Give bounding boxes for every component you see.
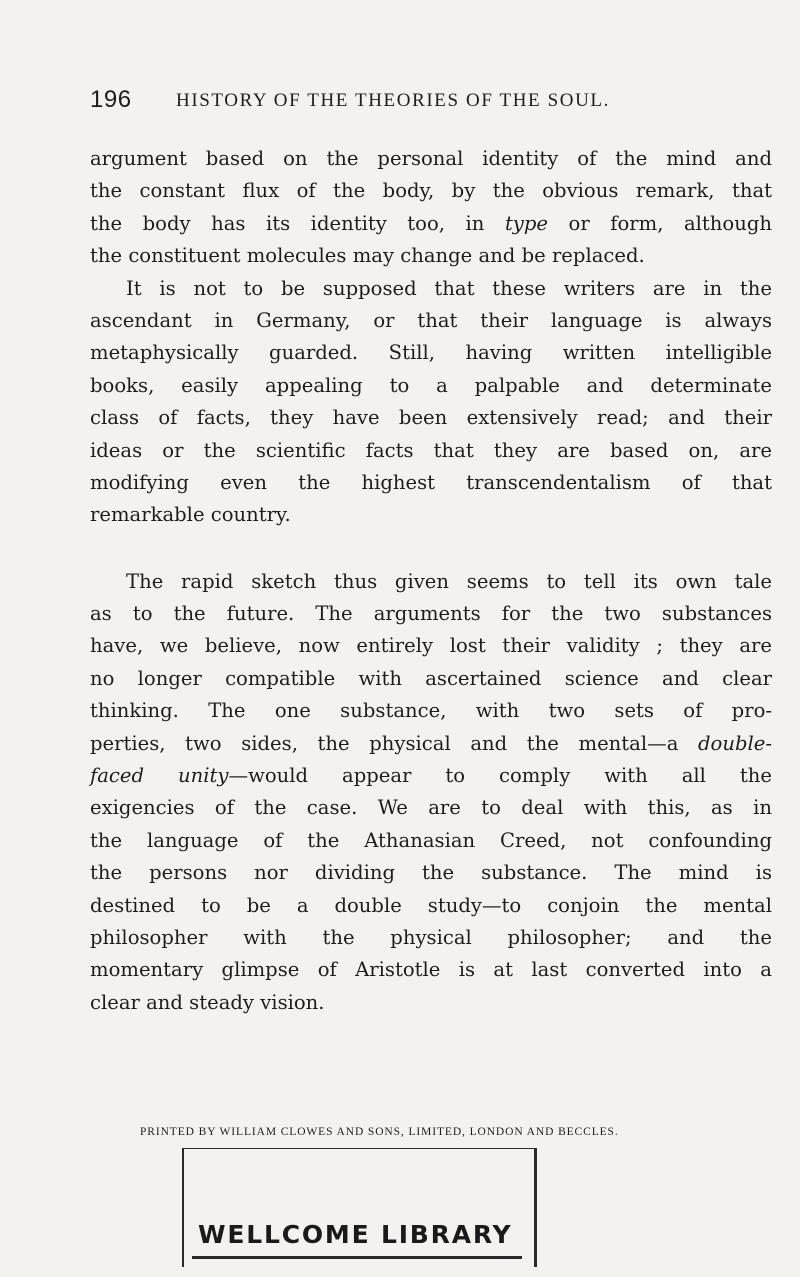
text-line: ideas or the scientific facts that they are based on, are	[90, 438, 772, 462]
text-line: have, we believe, now entirely lost their validity ; they are	[90, 634, 772, 658]
stamp-text: WELLCOME LIBRARY	[198, 1220, 513, 1249]
text-line: class of facts, they have been extensively read; and their	[90, 406, 772, 430]
stamp-underline	[192, 1256, 522, 1259]
text-line: books, easily appealing to a palpable and determinate	[90, 373, 772, 397]
stamp-border	[182, 1148, 537, 1267]
text-line: as to the future. The arguments for the two substances	[90, 602, 772, 626]
running-head	[90, 86, 770, 116]
text-line: philosopher with the physical philosopher; and the	[90, 925, 772, 949]
text-line: the language of the Athanasian Creed, not confounding	[90, 828, 772, 852]
text-line: the constituent molecules may change and be replaced.	[90, 244, 645, 268]
printer-imprint: PRINTED BY WILLIAM CLOWES AND SONS, LIMITED, LONDON AND BECCLES.	[140, 1126, 619, 1138]
text-line: argument based on the personal identity of the mind and	[90, 147, 772, 170]
text-line: destined to be a double study—to conjoin the mental	[90, 893, 772, 917]
text-line: modifying even the highest transcendentalism of that	[90, 470, 772, 494]
text-line-italic-faced-unity: faced unity—would appear to comply with all the	[90, 764, 772, 788]
text-line: exigencies of the case. We are to deal with this, as in	[90, 796, 772, 820]
text-line: momentary glimpse of Aristotle is at last converted into a	[90, 958, 772, 982]
text-line-italic-type: the body has its identity too, in type or form, although	[90, 211, 772, 235]
text-line: ascendant in Germany, or that their language is always	[90, 308, 772, 332]
text-line: metaphysically guarded. Still, having written intelligible	[90, 341, 772, 365]
text-line: clear and steady vision.	[90, 990, 325, 1014]
page-number: 196	[90, 86, 132, 113]
paragraph-3	[90, 566, 772, 1019]
paragraph-2	[90, 273, 772, 532]
text-line: the constant flux of the body, by the obvious remark, that	[90, 179, 772, 203]
text-line: remarkable country.	[90, 503, 291, 527]
text-line: The rapid sketch thus given seems to tell its own tale	[126, 569, 772, 593]
library-stamp	[176, 1138, 540, 1268]
text-line: It is not to be supposed that these writers are in the	[126, 276, 772, 300]
paragraph-gap	[90, 532, 772, 566]
running-head-title: HISTORY OF THE THEORIES OF THE SOUL.	[176, 90, 610, 111]
text-line: the persons nor dividing the substance. The mind is	[90, 861, 772, 885]
paragraph-1	[90, 143, 772, 273]
body-text	[90, 143, 772, 1019]
text-line: thinking. The one substance, with two sets of pro-	[90, 699, 772, 723]
text-line: no longer compatible with ascertained science and clear	[90, 666, 772, 690]
text-line-italic-double: perties, two sides, the physical and the mental—a double-	[90, 731, 772, 755]
